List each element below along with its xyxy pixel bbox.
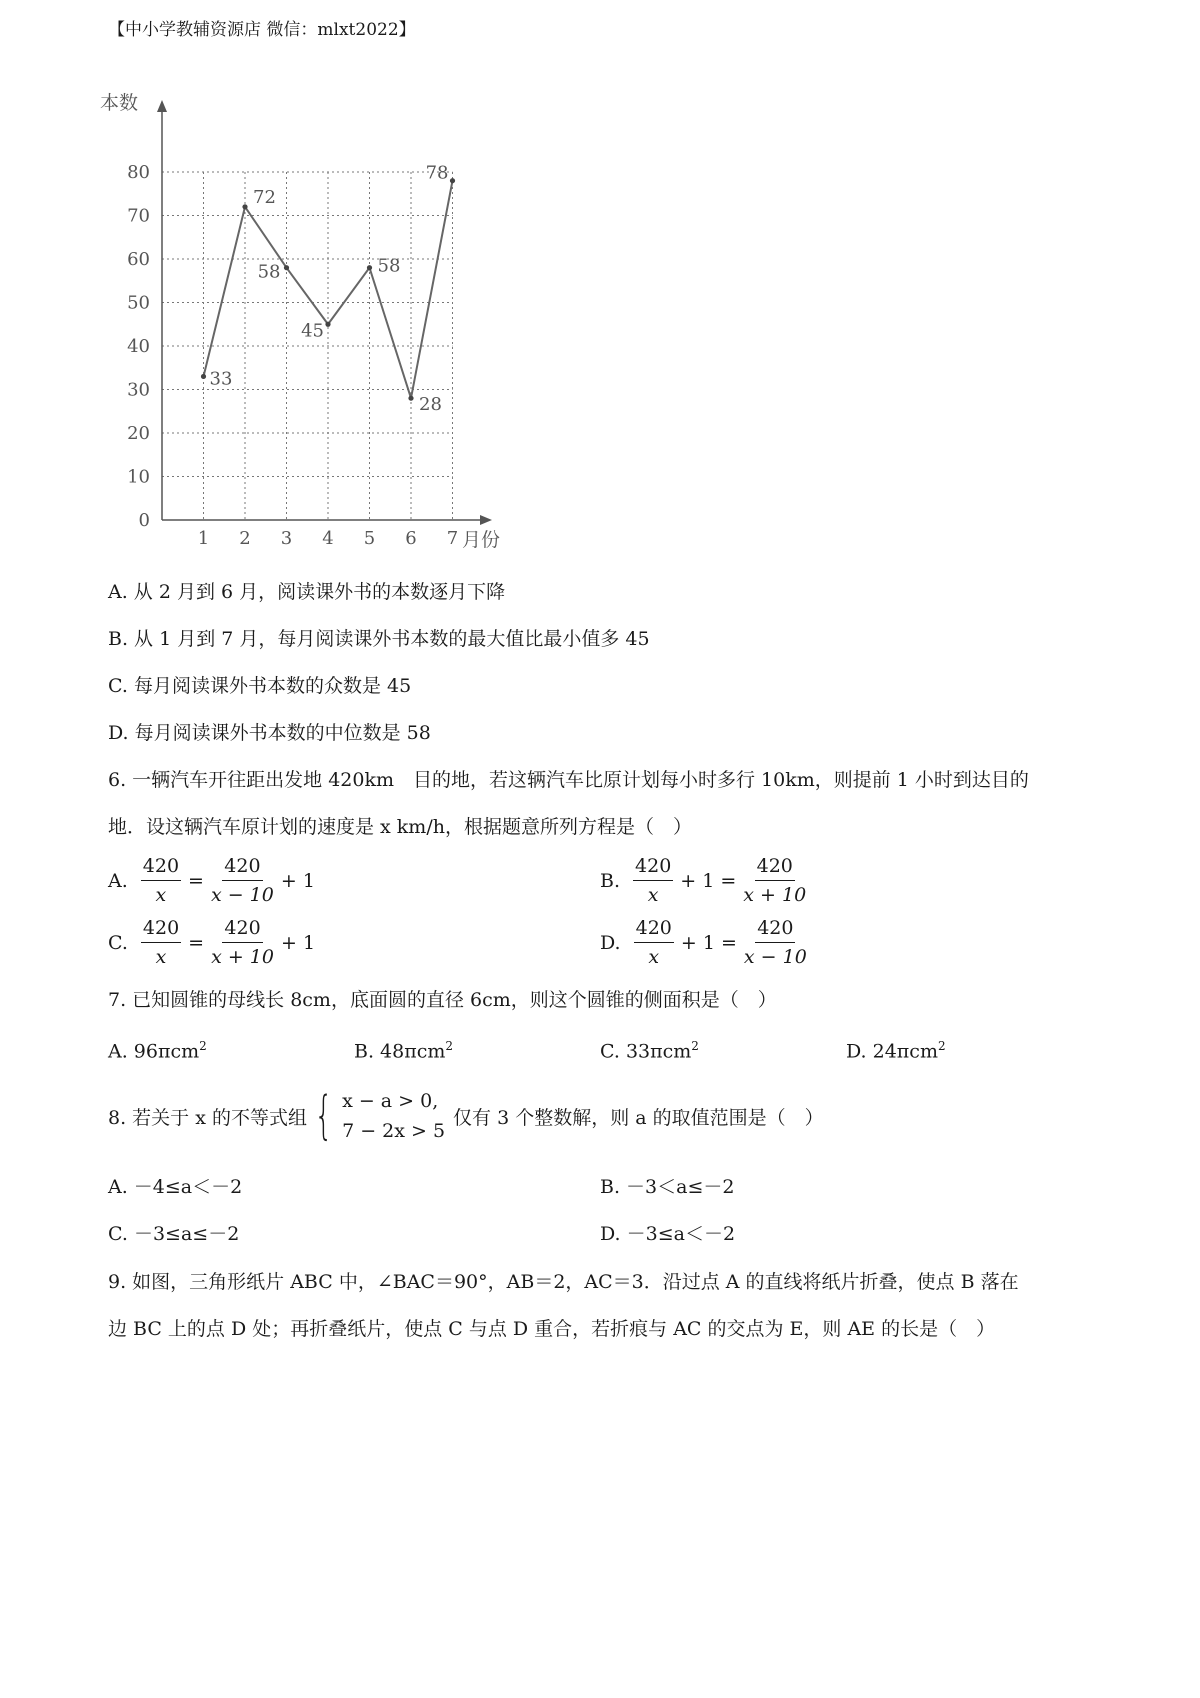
data-point — [201, 374, 206, 379]
q7-option-d: D. 24πcm$^2$ — [846, 1039, 946, 1063]
q9-stem-line1: 9. 如图，三角形纸片 ABC 中，∠BAC＝90°，AB＝2，AC＝3．沿过点 A 的直线将纸片折叠，使点 B 落在 — [108, 1271, 1019, 1293]
x-tick-label: 3 — [280, 528, 293, 549]
q9-stem-line2: 边 BC 上的点 D 处；再折叠纸片，使点 C 与点 D 重合，若折痕与 AC 的交点为 E，则 AE 的长是（ ） — [108, 1318, 996, 1340]
fraction: $\frac{420}{x}$ — [142, 917, 180, 968]
data-label: 58 — [377, 255, 401, 277]
operator: = — [188, 931, 205, 954]
option-label: B. — [600, 869, 621, 892]
operator: + 1 = — [680, 869, 737, 892]
inequality-system: { x − a > 0, 7 − 2x > 5 — [314, 1086, 446, 1146]
x-tick-label: 1 — [197, 528, 210, 549]
y-tick-label: 0 — [138, 510, 150, 531]
chart-grid — [162, 172, 453, 520]
x-tick-label: 2 — [239, 528, 251, 549]
q8-option-a: A. －4≤a＜－2 — [108, 1176, 243, 1198]
fraction: $\frac{420}{x}$ — [142, 855, 180, 906]
fraction: $\frac{420}{x - 10}$ — [743, 917, 807, 968]
chart-xlabel: 月份 — [462, 529, 501, 551]
operator: + 1 = — [680, 931, 737, 954]
data-label: 58 — [257, 261, 281, 283]
option-label: D. — [600, 931, 621, 954]
q6-stem-line2: 地．设这辆汽车原计划的速度是 x km/h，根据题意所列方程是（ ） — [108, 816, 692, 838]
data-label: 45 — [301, 320, 324, 342]
operator: + 1 — [280, 869, 315, 892]
option-label: A. — [108, 869, 128, 892]
q8-option-b: B. －3＜a≤－2 — [600, 1176, 735, 1198]
chart-ylabel: 本数 — [100, 92, 139, 114]
x-tick-label: 4 — [322, 528, 334, 549]
data-label: 78 — [425, 162, 449, 184]
fraction: $\frac{420}{x}$ — [635, 855, 672, 906]
chart-ticks — [127, 162, 458, 549]
header-tag: 【中小学教辅资源店 微信：mlxt2022】 — [108, 20, 416, 40]
fraction: $\frac{420}{x - 10}$ — [210, 855, 274, 906]
y-tick-label: 30 — [127, 379, 150, 401]
x-tick-label: 6 — [405, 528, 417, 549]
x-tick-label: 7 — [446, 528, 459, 549]
q6-option-c — [108, 916, 319, 969]
x-axis-arrow — [480, 515, 492, 525]
q8-stem — [108, 1086, 824, 1146]
q5-option-b: B. 从 1 月到 7 月，每月阅读课外书本数的最大值比最小值多 45 — [108, 628, 650, 650]
fraction: $\frac{420}{x + 10}$ — [211, 917, 274, 968]
q8-option-d: D. －3≤a＜－2 — [600, 1223, 736, 1245]
data-label: 72 — [253, 186, 276, 208]
line-chart — [96, 92, 526, 562]
brace-icon: { — [314, 1086, 333, 1146]
y-tick-label: 40 — [127, 336, 150, 357]
q7-option-b: B. 48πcm$^2$ — [354, 1039, 454, 1063]
q6-option-a — [108, 854, 319, 907]
data-label: 33 — [209, 368, 233, 390]
y-tick-label: 50 — [127, 292, 150, 314]
q8-option-c: C. －3≤a≤－2 — [108, 1223, 240, 1245]
data-point — [284, 265, 289, 270]
y-tick-label: 80 — [127, 162, 150, 183]
q8-prefix: 8. 若关于 x 的不等式组 — [108, 1106, 307, 1129]
q7-stem: 7. 已知圆锥的母线长 8cm，底面圆的直径 6cm，则这个圆锥的侧面积是（ ） — [108, 989, 777, 1011]
data-point — [242, 204, 247, 209]
q6-option-d — [600, 916, 810, 969]
fraction: $\frac{420}{x + 10}$ — [743, 855, 807, 906]
option-label: C. — [108, 931, 128, 954]
y-axis-arrow — [157, 100, 167, 112]
y-tick-label: 20 — [127, 423, 150, 444]
data-point — [367, 265, 372, 270]
q8-suffix: 仅有 3 个整数解，则 a 的取值范围是（ ） — [453, 1106, 824, 1129]
data-point — [325, 322, 330, 327]
fraction: $\frac{420}{x}$ — [635, 917, 672, 968]
x-tick-label: 5 — [363, 528, 376, 549]
q7-option-c: C. 33πcm$^2$ — [600, 1039, 699, 1063]
data-label: 28 — [419, 394, 442, 416]
data-point — [450, 178, 455, 183]
y-tick-label: 10 — [127, 466, 150, 488]
y-tick-label: 60 — [127, 249, 150, 270]
y-tick-label: 70 — [127, 205, 150, 227]
q6-stem-line1: 6. 一辆汽车开往距出发地 420km 目的地，若这辆汽车比原计划每小时多行 10km，则提前 1 小时到达目的 — [108, 769, 1029, 791]
data-point — [408, 396, 413, 401]
operator: = — [188, 869, 204, 892]
q5-option-a: A. 从 2 月到 6 月，阅读课外书的本数逐月下降 — [108, 581, 506, 603]
q7-option-a: A. 96πcm$^2$ — [108, 1039, 207, 1063]
q5-option-d: D. 每月阅读课外书本数的中位数是 58 — [108, 722, 431, 744]
q6-option-b — [600, 854, 809, 907]
q5-option-c: C. 每月阅读课外书本数的众数是 45 — [108, 675, 412, 697]
operator: + 1 — [281, 931, 316, 954]
